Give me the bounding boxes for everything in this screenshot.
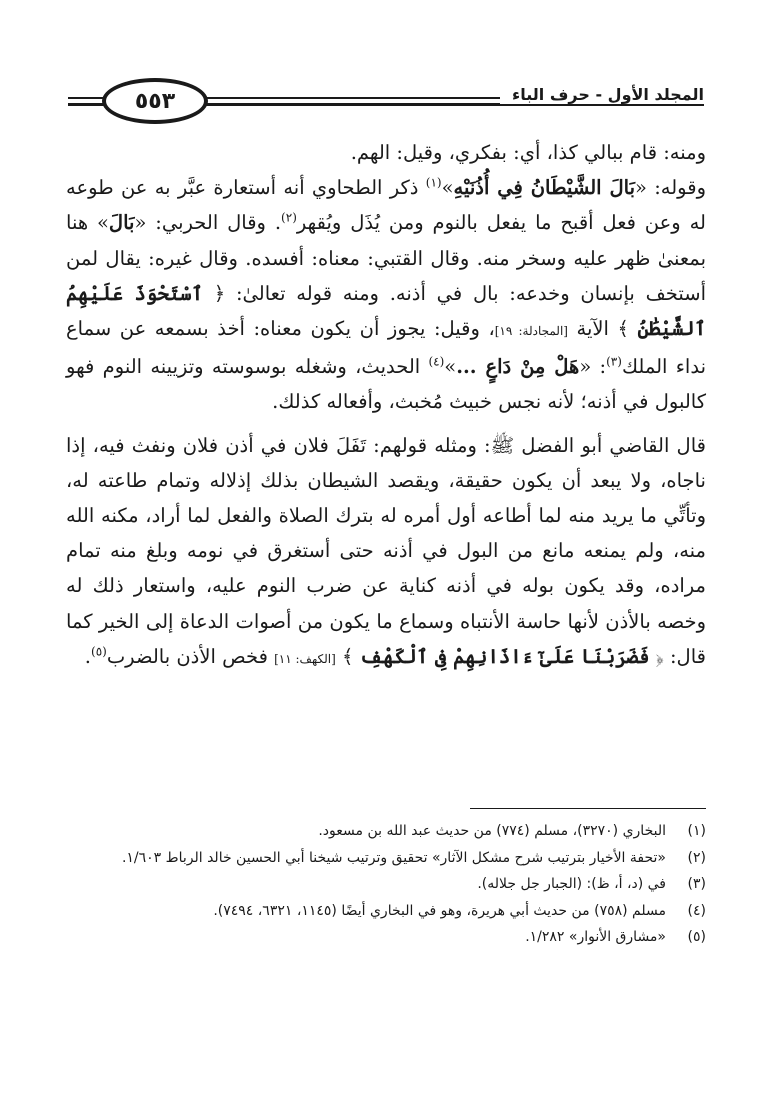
text-run: قال القاضي أبو الفضل ﷺ: ومثله قولهم: تَفَلَ فلان في أذن فلان ونفث فيه، إذا ناجاه، ولا يبعد أن يكون حقيقة، ويقصد الشيطان بذلك إذلاله وتمام طاعته له، وتأتِّي ما يريد منه لما أطاعه أول أمره له بترك الصلاة والفعل لما أراد، مكنه الله منه، ولم يمنعه مانع من البول في أذنه حتى أستغرق في نومه وبلغ منه تمام مراده، وقد يكون بوله في أذنه كناية عن ضرب النوم عليه، واستعار ذلك له وخصه بالأذن لأنها حاسة الأنتباه وسماع ما يكون من أصوات الدعاة إلى الخير كما قال: ﴿ [66,433,706,668]
footnote [66,871,706,898]
footnote-text: «تحفة الأخيار بترتيب شرح مشكل الآثار» تحقيق وترتيب شيخنا أبي الحسين خالد الرباط ١/٦٠٣. [121,849,666,866]
verse-reference: [الكهف: ١١] [274,651,336,666]
footnote-text: «مشارق الأنوار» ١/٢٨٢. [525,929,666,945]
footnote [66,818,706,845]
running-header [68,78,704,124]
footnote [66,845,706,872]
footnote-marker: (٣) [606,354,622,369]
footnote-text: مسلم (٧٥٨) من حديث أبي هريرة، وهو في البخاري أيضًا (١١٤٥، ٦٣٢١، ٧٤٩٤). [213,902,666,919]
main-text [66,135,706,677]
footnote-number: (١) [687,823,706,839]
text-run: ، وقيل: يجوز أن يكون معناه: أخذ بسمعه عن سماع نداء الملك [66,317,706,379]
text-run: » [441,176,454,200]
hadith-quote: هَلْ مِنْ دَاعٍ ... [456,355,580,379]
footnote-marker: (٤) [428,354,445,369]
page-number: ٥٥٣ [134,88,176,114]
text-run: : « [579,355,607,379]
text-run: وقوله: « [635,176,706,200]
text-run: ﴾ الآية [567,317,638,341]
verse-reference: [المجادلة: ١٩] [494,324,568,339]
footnote [66,898,706,925]
footnote-separator [470,808,706,809]
page-number-frame [102,78,208,124]
footnote-number: (٥) [687,929,706,945]
quran-verse: ٱسْتَحْوَذَ عَلَيْهِمُ ٱلشَّيْطَٰنُ [66,281,706,341]
footnotes [66,818,706,951]
footnote-number: (٢) [687,849,706,866]
text-run: ذكر الطحاوي أنه أستعارة عبَّر به عن طوعه له وعن فعل أقبح ما يفعل بالنوم ومن يُذَل ويُقهر [66,176,706,235]
text-run: فخص الأذن بالضرب [106,644,275,668]
footnote-text: في (د، أ، ظ): (الجبار جل جلاله). [477,876,666,892]
footnote-number: (٣) [687,876,706,892]
text-run: » هنا بمعنىٰ ظهر عليه وسخر منه. وقال القتبي: معناه: أفسده. وقال غيره: يقال لمن أستخف بإنسان وخدعه: بال في أذنه. ومنه قوله تعالىٰ: ﴿ [66,211,706,305]
text-run: » [444,355,457,379]
paragraph-1 [66,135,706,420]
text-run: ﴾ [335,644,360,668]
footnote-marker: (٢) [281,210,297,225]
footnote-number: (٤) [687,902,706,919]
text-run: الحديث، وشغله بوسوسته وتزيينه النوم فهو كالبول في أذنه؛ لأنه نجس خبيث مُخبث، وأفعاله كذلك. [66,355,706,414]
paragraph-2 [66,428,706,677]
footnote-text: البخاري (٣٢٧٠)، مسلم (٧٧٤) من حديث عبد الله بن مسعود. [318,823,666,839]
header-title: المجلد الأول - حرف الباء [500,85,704,104]
quran-verse: فَضَرَبْنَا عَلَىٰٓ ءَاذَانِهِمْ فِى ٱلْكَهْفِ [359,644,650,668]
text-run: . وقال الحربي: « [134,211,282,235]
footnote-marker: (١) [425,175,442,190]
hadith-quote: بَالَ الشَّيْطَانُ فِي أُذُنَيْهِ [453,176,635,200]
footnote [66,924,706,951]
text-run: . [84,644,91,668]
text-run: ومنه: قام ببالي كذا، أي: بفكري، وقيل: الهم. [350,141,706,164]
hadith-quote: بَالَ [108,211,135,235]
footnote-marker: (٥) [91,644,107,659]
